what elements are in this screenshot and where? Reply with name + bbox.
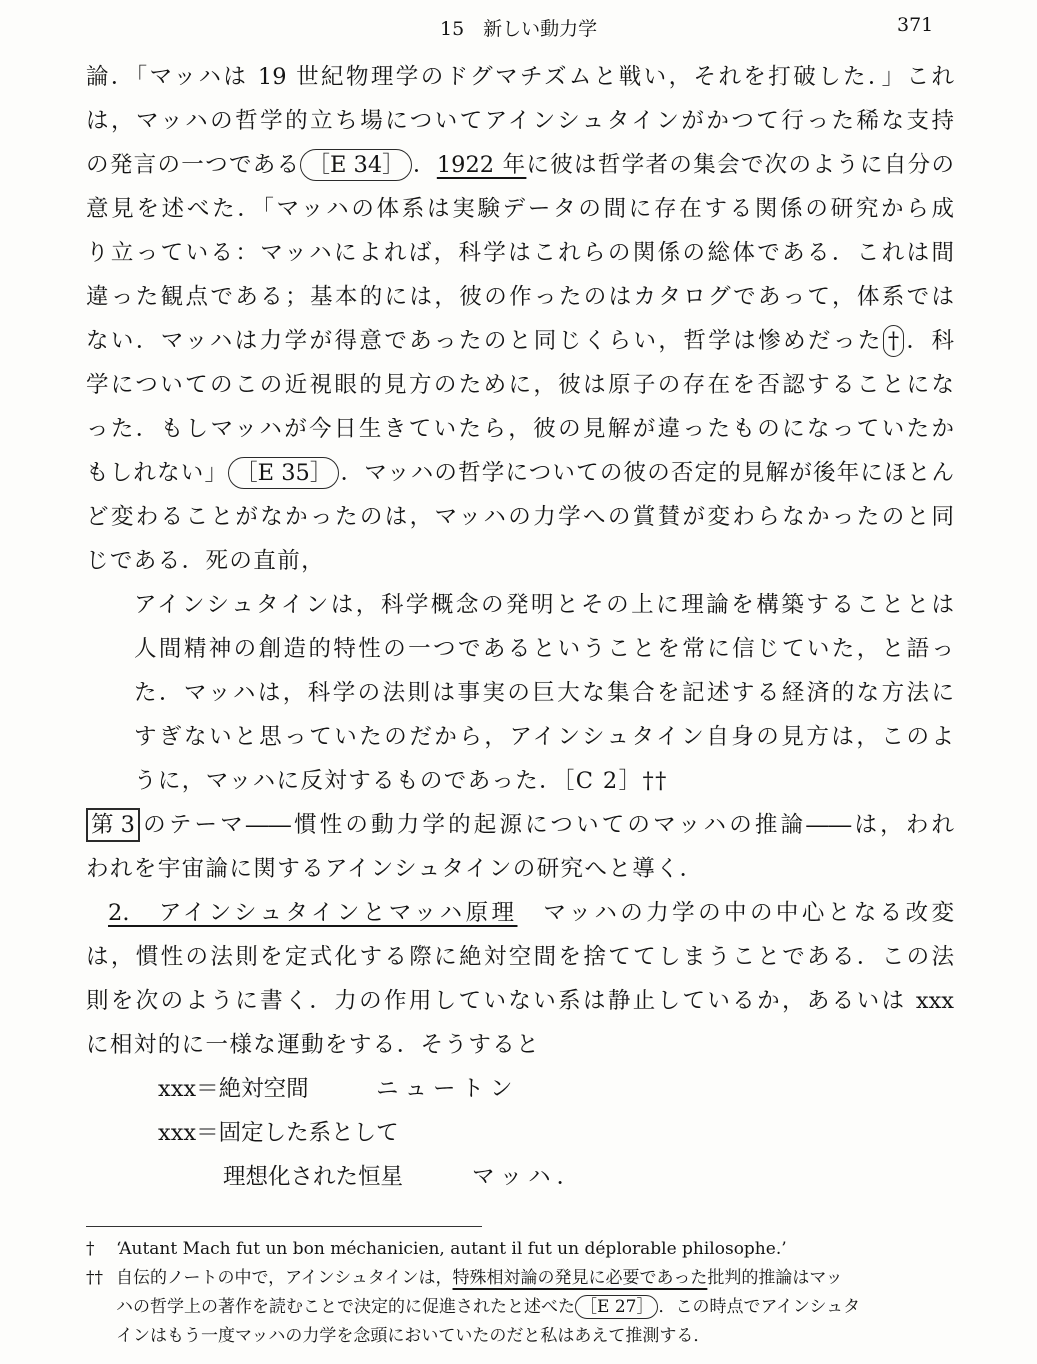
quote-line: うに，マッハに反対するものであった．［C 2］††	[134, 768, 668, 794]
formula-line: 理想化された恒星 マッハ．	[223, 1164, 586, 1190]
text-line: じである．死の直前，	[86, 548, 326, 574]
underlined-year: 1922 年	[436, 152, 527, 178]
text-line: 論．「マッハは 19 世紀物理学のドグマチズムと戦い，それを打破した．」これ	[86, 64, 954, 90]
underlined-phrase: 特殊相対論の発見に必要であった	[452, 1268, 708, 1288]
circled-footnote-mark: †	[883, 325, 904, 357]
text-line: もしれない」 ［E 35］ ．マッハの哲学についての彼の否定的見解が後年にほとん	[86, 451, 954, 495]
text-line: 意見を述べた．「マッハの体系は実験データの間に存在する関係の研究から成	[86, 196, 954, 222]
quote-line: た．マッハは，科学の法則は事実の巨大な集合を記述する経済的な方法に	[134, 680, 954, 706]
block-quote	[86, 583, 954, 803]
circled-reference-e27: ［E 27］	[575, 1295, 658, 1319]
circled-reference-e35: ［E 35］	[228, 457, 339, 489]
formula-line: xxx＝絶対空間 ニュートン	[158, 1076, 519, 1102]
text-line: 則を次のように書く．力の作用していない系は静止しているか，あるいは xxx	[86, 988, 954, 1014]
text-line: ない．マッハは力学が得意であったのと同じくらい，哲学は惨めだった † ．科	[86, 319, 954, 363]
text-line: 第 3 のテーマ――慣性の動力学的起源についてのマッハの推論――は，われ	[86, 803, 954, 847]
boxed-number: 第 3	[86, 808, 140, 842]
running-header	[0, 8, 1037, 38]
footnote-double-dagger: †† 自伝的ノートの中で，アインシュタインは，特殊相対論の発見に必要であった批判的推論はマッ	[86, 1268, 843, 1288]
text-line: に相対的に一様な運動をする．そうすると	[86, 1032, 541, 1058]
text-line: り立っている：マッハによれば，科学はこれらの関係の総体である．これは間	[86, 240, 954, 266]
footnote-line: ハの哲学上の著作を読むことで決定的に促進されたと述べた ［E 27］ ．この時点でアインシュタ	[116, 1297, 861, 1317]
text-line: の発言の一つである ［E 34］ ．1922 年に彼は哲学者の集会で次のように自分の	[86, 143, 954, 187]
footnote-line: インはもう一度マッハの力学を念頭においていたのだと私はあえて推測する．	[116, 1326, 711, 1346]
main-text	[86, 55, 954, 1199]
formula-line: xxx＝固定した系として	[158, 1120, 399, 1146]
text-line: った．もしマッハが今日生きていたら，彼の見解が違ったものになっていたか	[86, 416, 954, 442]
text-line: ど変わることがなかったのは，マッハの力学への賞賛が変わらなかったのと同	[86, 504, 954, 530]
text-line: は，慣性の法則を定式化する際に絶対空間を捨ててしまうことである．この法	[86, 944, 954, 970]
text-line: われを宇宙論に関するアインシュタインの研究へと導く．	[86, 856, 704, 882]
circled-reference-e34: ［E 34］	[300, 149, 411, 181]
chapter-title: 15 新しい動力学	[440, 18, 598, 40]
quote-line: アインシュタインは，科学概念の発明とその上に理論を構築することとは	[134, 592, 954, 618]
text-line: 違った観点である；基本的には，彼の作ったのはカタログであって，体系では	[86, 284, 954, 310]
quote-line: 人間精神の創造的特性の一つであるということを常に信じていた，と語っ	[134, 636, 954, 662]
section-heading: 2. アインシュタインとマッハ原理	[108, 900, 518, 926]
page-number: 371	[897, 14, 934, 36]
footnote-dagger: † ‘Autant Mach fut un bon méchanicien, autant il fut un déplorable philosophe.’	[86, 1239, 787, 1259]
text-line: 学についてのこの近視眼的見方のために，彼は原子の存在を否認することにな	[86, 372, 954, 398]
section-heading-line: 2. アインシュタインとマッハ原理 マッハの力学の中の中心となる改変	[86, 891, 954, 935]
quote-line: すぎないと思っていたのだから，アインシュタイン自身の見方は，このよ	[134, 724, 954, 750]
text-line: は，マッハの哲学的立ち場についてアインシュタインがかつて行った稀な支持	[86, 108, 954, 134]
footnote-rule	[86, 1226, 482, 1227]
footnotes	[86, 1235, 954, 1351]
